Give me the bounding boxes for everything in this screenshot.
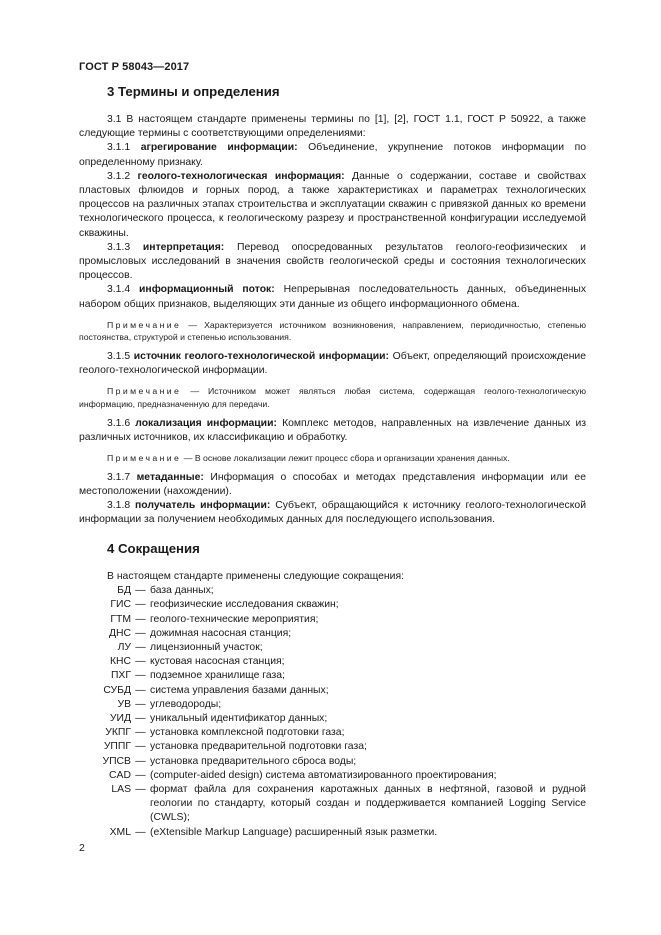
abbreviation-row (79, 726, 586, 740)
abbreviation-row (79, 584, 586, 598)
term-number: 3.1.7 (107, 471, 131, 483)
note-label: Примечание (107, 319, 182, 330)
abbreviation-code: КНС (109, 656, 131, 668)
abbreviation-definition: база данных; (150, 585, 214, 597)
term-3-1-5 (79, 350, 586, 378)
note-text: — В основе локализации лежит процесс сбора и организации хранения данных. (183, 453, 510, 464)
em-dash: — (135, 769, 146, 781)
em-dash: — (135, 670, 146, 682)
abbreviation-code: LAS (111, 784, 131, 796)
term-name: получатель информации: (135, 500, 271, 512)
term-number: 3.1.5 (107, 351, 131, 363)
abbreviation-row (79, 740, 586, 754)
abbreviation-row (79, 783, 586, 826)
abbreviation-row (79, 769, 586, 783)
note-3-1-4 (79, 319, 586, 344)
term-number: 3.1.2 (107, 170, 131, 182)
em-dash: — (135, 698, 146, 710)
term-number: 3.1.1 (107, 142, 131, 154)
section-4-title: 4 Сокращения (107, 541, 200, 556)
term-definition: Информация о способах и методах представления информации или ее местоположении (нахождении). (79, 471, 586, 497)
em-dash: — (135, 784, 146, 796)
term-number: 3.1.4 (107, 284, 131, 296)
term-number: 3.1.3 (107, 241, 131, 253)
abbreviation-definition: дожимная насосная станция; (150, 627, 292, 639)
em-dash: — (135, 627, 146, 639)
term-name: интерпретация: (142, 241, 225, 253)
note-text: — Источником может являться любая система, содержащая геолого-технологическую информацию, предназначенную для передачи. (79, 386, 586, 410)
term-name: метаданные: (136, 471, 204, 483)
abbreviation-definition: геофизические исследования скважин; (150, 599, 339, 611)
term-definition: Субъект, обращающийся к источнику геолого-технологической информации за получением необходимых данных для последующего использования. (79, 500, 587, 526)
abbreviation-row (79, 598, 586, 612)
abbreviation-code: УИД (109, 713, 131, 725)
abbreviation-definition: углеводороды; (150, 698, 222, 710)
term-definition: Непрерывная последовательность данных, объединенных набором общих признаков, выделяющих эти данные из общего информационного обмена. (79, 284, 587, 310)
term-definition: Комплекс методов, направленных на извлечение данных из различных источников, их классификацию и обработку. (79, 417, 587, 443)
abbreviation-row (79, 712, 586, 726)
abbreviation-definition: (computer-aided design) система автоматизированного проектирования; (150, 769, 497, 781)
abbreviation-row (79, 826, 586, 840)
abbreviation-row (79, 669, 586, 683)
term-definition: Объект, определяющий происхождение геолого-технологической информации. (79, 351, 587, 377)
section-3-intro: 3.1 В настоящем стандарте применены термины по [1], [2], ГОСТ 1.1, ГОСТ Р 50922, а также следующие термины с соответствующими определениями: (79, 114, 586, 140)
abbreviation-definition: геолого-технические мероприятия; (150, 613, 319, 625)
abbreviation-code: УВ (117, 698, 131, 710)
page-number: 2 (79, 843, 85, 854)
term-definition: Перевод опосредованных результатов геолого-геофизических и промысловых исследований в значения свойств геологической среды и состояния технологических процессов. (79, 241, 586, 282)
abbreviation-code: УППГ (103, 741, 131, 753)
term-name: локализация информации: (135, 417, 277, 429)
em-dash: — (135, 741, 146, 753)
term-3-1-6 (79, 417, 586, 445)
abbreviation-definition: установка комплексной подготовки газа; (150, 727, 345, 739)
abbreviation-row (79, 627, 586, 641)
em-dash: — (135, 656, 146, 668)
abbreviation-definition: установка предварительной подготовки газа; (150, 741, 367, 753)
term-3-1-1 (79, 141, 586, 169)
abbreviation-code: ГИС (110, 599, 131, 611)
abbreviation-code: ПХГ (110, 670, 131, 682)
abbreviations-intro: В настоящем стандарте применены следующие сокращения: (107, 571, 404, 582)
abbreviation-code: ЛУ (117, 642, 131, 654)
abbreviation-code: XML (109, 826, 131, 838)
em-dash: — (135, 727, 146, 739)
em-dash: — (135, 642, 146, 654)
em-dash: — (135, 599, 146, 611)
em-dash: — (135, 713, 146, 725)
abbreviation-code: УКПГ (105, 727, 131, 739)
term-name: геолого-технологическая информация: (137, 170, 345, 182)
abbreviation-definition: формат файла для сохранения каротажных данных в нефтяной, газовой и рудной геологии по стандарту, который создан и поддерживается компанией Logging Service (CWLS); (150, 784, 586, 824)
em-dash: — (135, 585, 146, 597)
term-3-1-3 (79, 241, 586, 284)
term-definition: Объединение, укрупнение потоков информации по определенному признаку. (79, 142, 586, 168)
page-header: ГОСТ Р 58043—2017 (79, 61, 190, 73)
term-number: 3.1.8 (107, 500, 131, 512)
abbreviation-definition: (eXtensible Markup Language) расширенный язык разметки. (150, 826, 438, 838)
note-3-1-5 (79, 385, 586, 410)
abbreviation-row (79, 655, 586, 669)
em-dash: — (135, 826, 146, 838)
abbreviation-row (79, 698, 586, 712)
term-name: источник геолого-технологической информации: (133, 351, 389, 363)
abbreviation-definition: подземное хранилище газа; (150, 670, 285, 682)
abbreviation-code: СУБД (103, 684, 131, 696)
abbreviation-row (79, 755, 586, 769)
abbreviation-row (79, 613, 586, 627)
term-3-1-2 (79, 170, 586, 241)
term-definition: Данные о содержании, составе и свойствах пластовых флюидов и горных пород, а также характеристиках и параметрах технологических процессов на различных этапах строительства и эксплуатации скважин с привязкой данных ко времени технологического процесса, к геологическому разрезу и пространственной конфигурации исследуемой скважины. (79, 170, 587, 239)
section-3-title: 3 Термины и определения (107, 84, 280, 99)
abbreviation-definition: система управления базами данных; (150, 684, 329, 696)
abbreviation-row (79, 684, 586, 698)
term-3-1-7 (79, 471, 586, 499)
abbreviation-definition: лицензионный участок; (150, 642, 263, 654)
em-dash: — (135, 613, 146, 625)
term-name: агрегирование информации: (140, 142, 298, 154)
term-name: информационный поток: (139, 284, 275, 296)
abbreviation-definition: установка предварительного сброса воды; (150, 755, 357, 767)
em-dash: — (135, 684, 146, 696)
term-3-1-8 (79, 499, 586, 527)
note-3-1-6 (79, 452, 586, 465)
term-number: 3.1.6 (107, 417, 131, 429)
abbreviation-code: ГТМ (110, 613, 131, 625)
abbreviation-code: CAD (109, 769, 131, 781)
abbreviation-definition: уникальный идентификатор данных; (150, 713, 328, 725)
section-3-body (79, 113, 586, 527)
abbreviation-code: БД (117, 585, 131, 597)
em-dash: — (135, 755, 146, 767)
note-label: Примечание (107, 386, 182, 397)
note-label: Примечание (107, 453, 182, 464)
abbreviation-definition: кустовая насосная станция; (150, 656, 285, 668)
abbreviation-code: УПСВ (102, 755, 131, 767)
term-3-1-4 (79, 283, 586, 311)
note-text: — Характеризуется источником возникновения, направлением, периодичностью, степенью постоянства, структурой и степенью использования. (79, 319, 587, 343)
abbreviation-code: ДНС (108, 627, 131, 639)
abbreviation-row (79, 641, 586, 655)
abbreviations-list (79, 570, 586, 840)
